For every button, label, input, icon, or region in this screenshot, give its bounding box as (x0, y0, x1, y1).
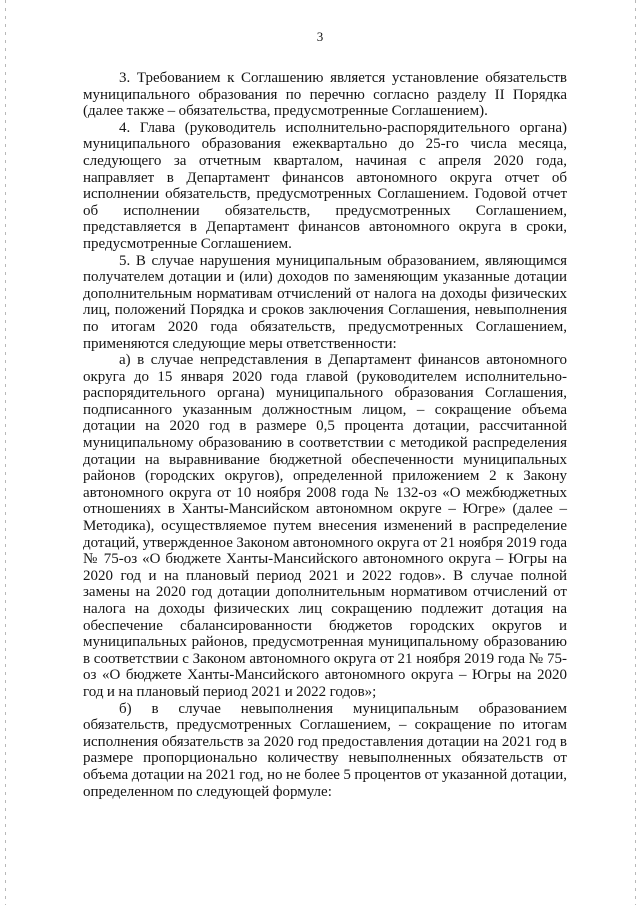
page-number: 3 (316, 29, 324, 44)
paragraph-3-requirement: 3. Требованием к Соглашению является установление обязательств муниципального образования по перечню согласно разделу II Порядка (далее также – обязательства, предусмотренные Соглашением). (83, 70, 567, 120)
scan-edge-left (5, 0, 6, 905)
subparagraph-a: а) в случае непредставления в Департамент финансов автономного округа до 15 января 2020 года главой (руководителем исполнительно-распорядительного органа) муниципального образования Соглашения, подписанного указанным должностным лицом, – сокращение объема дотации на 2020 год в размере 0,5 процента дотации, рассчитанной муниципальному образованию в соответствии с методикой распределения дотации на выравнивание бюджетной обеспеченности муниципальных районов (городских округов), определенной приложением 2 к Закону автономного округа от 10 ноября 2008 года № 132-оз «О межбюджетных отношениях в Ханты-Мансийском автономном округе – Югре» (далее – Методика), осуществляемое путем внесения изменений в распределение дотаций, утвержденное Законом автономного округа от 21 ноября 2019 года № 75-оз «О бюджете Ханты-Мансийского автономного округа – Югры на 2020 год и на плановый период 2021 и 2022 годов». В случае полной замены на 2020 год дотации дополнительным нормативом отчислений от налога на доходы физических лиц сокращению подлежит дотация на обеспечение сбалансированности бюджетов городских округов и муниципальных районов, предусмотренная муниципальному образованию в соответствии с Законом автономного округа от 21 ноября 2019 года № 75-оз «О бюджете Ханты-Мансийского автономного округа – Югры на 2020 год и на плановый период 2021 и 2022 годов»; (83, 352, 567, 700)
subparagraph-b: б) в случае невыполнения муниципальным образованием обязательств, предусмотренных Соглашением, – сокращение по итогам исполнения обязательств за 2020 год предоставления дотации на 2021 год в размере пропорционально количеству невыполненных обязательств от объема дотации на 2021 год, но не более 5 процентов от указанной дотации, определенном по следующей формуле: (83, 700, 567, 800)
document-body (83, 70, 567, 800)
paragraph-5-liability: 5. В случае нарушения муниципальным образованием, являющимся получателем дотации и (или) доходов по заменяющим указанные дотации дополнительным нормативам отчислений от налога на доходы физических лиц, положений Порядка и сроков заключения Соглашения, невыполнения по итогам 2020 года обязательств, предусмотренных Соглашением, применяются следующие меры ответственности: (83, 252, 567, 352)
scan-edge-right (635, 0, 636, 905)
paragraph-4-reporting: 4. Глава (руководитель исполнительно-распорядительного органа) муниципального образования ежеквартально до 25-го числа месяца, следующего за отчетным кварталом, начиная с апреля 2020 года, направляет в Департамент финансов автономного округа отчет об исполнении обязательств, предусмотренных Соглашением. Годовой отчет об исполнении обязательств, предусмотренных Соглашением, представляется в Департамент финансов автономного округа в сроки, предусмотренные Соглашением. (83, 119, 567, 252)
